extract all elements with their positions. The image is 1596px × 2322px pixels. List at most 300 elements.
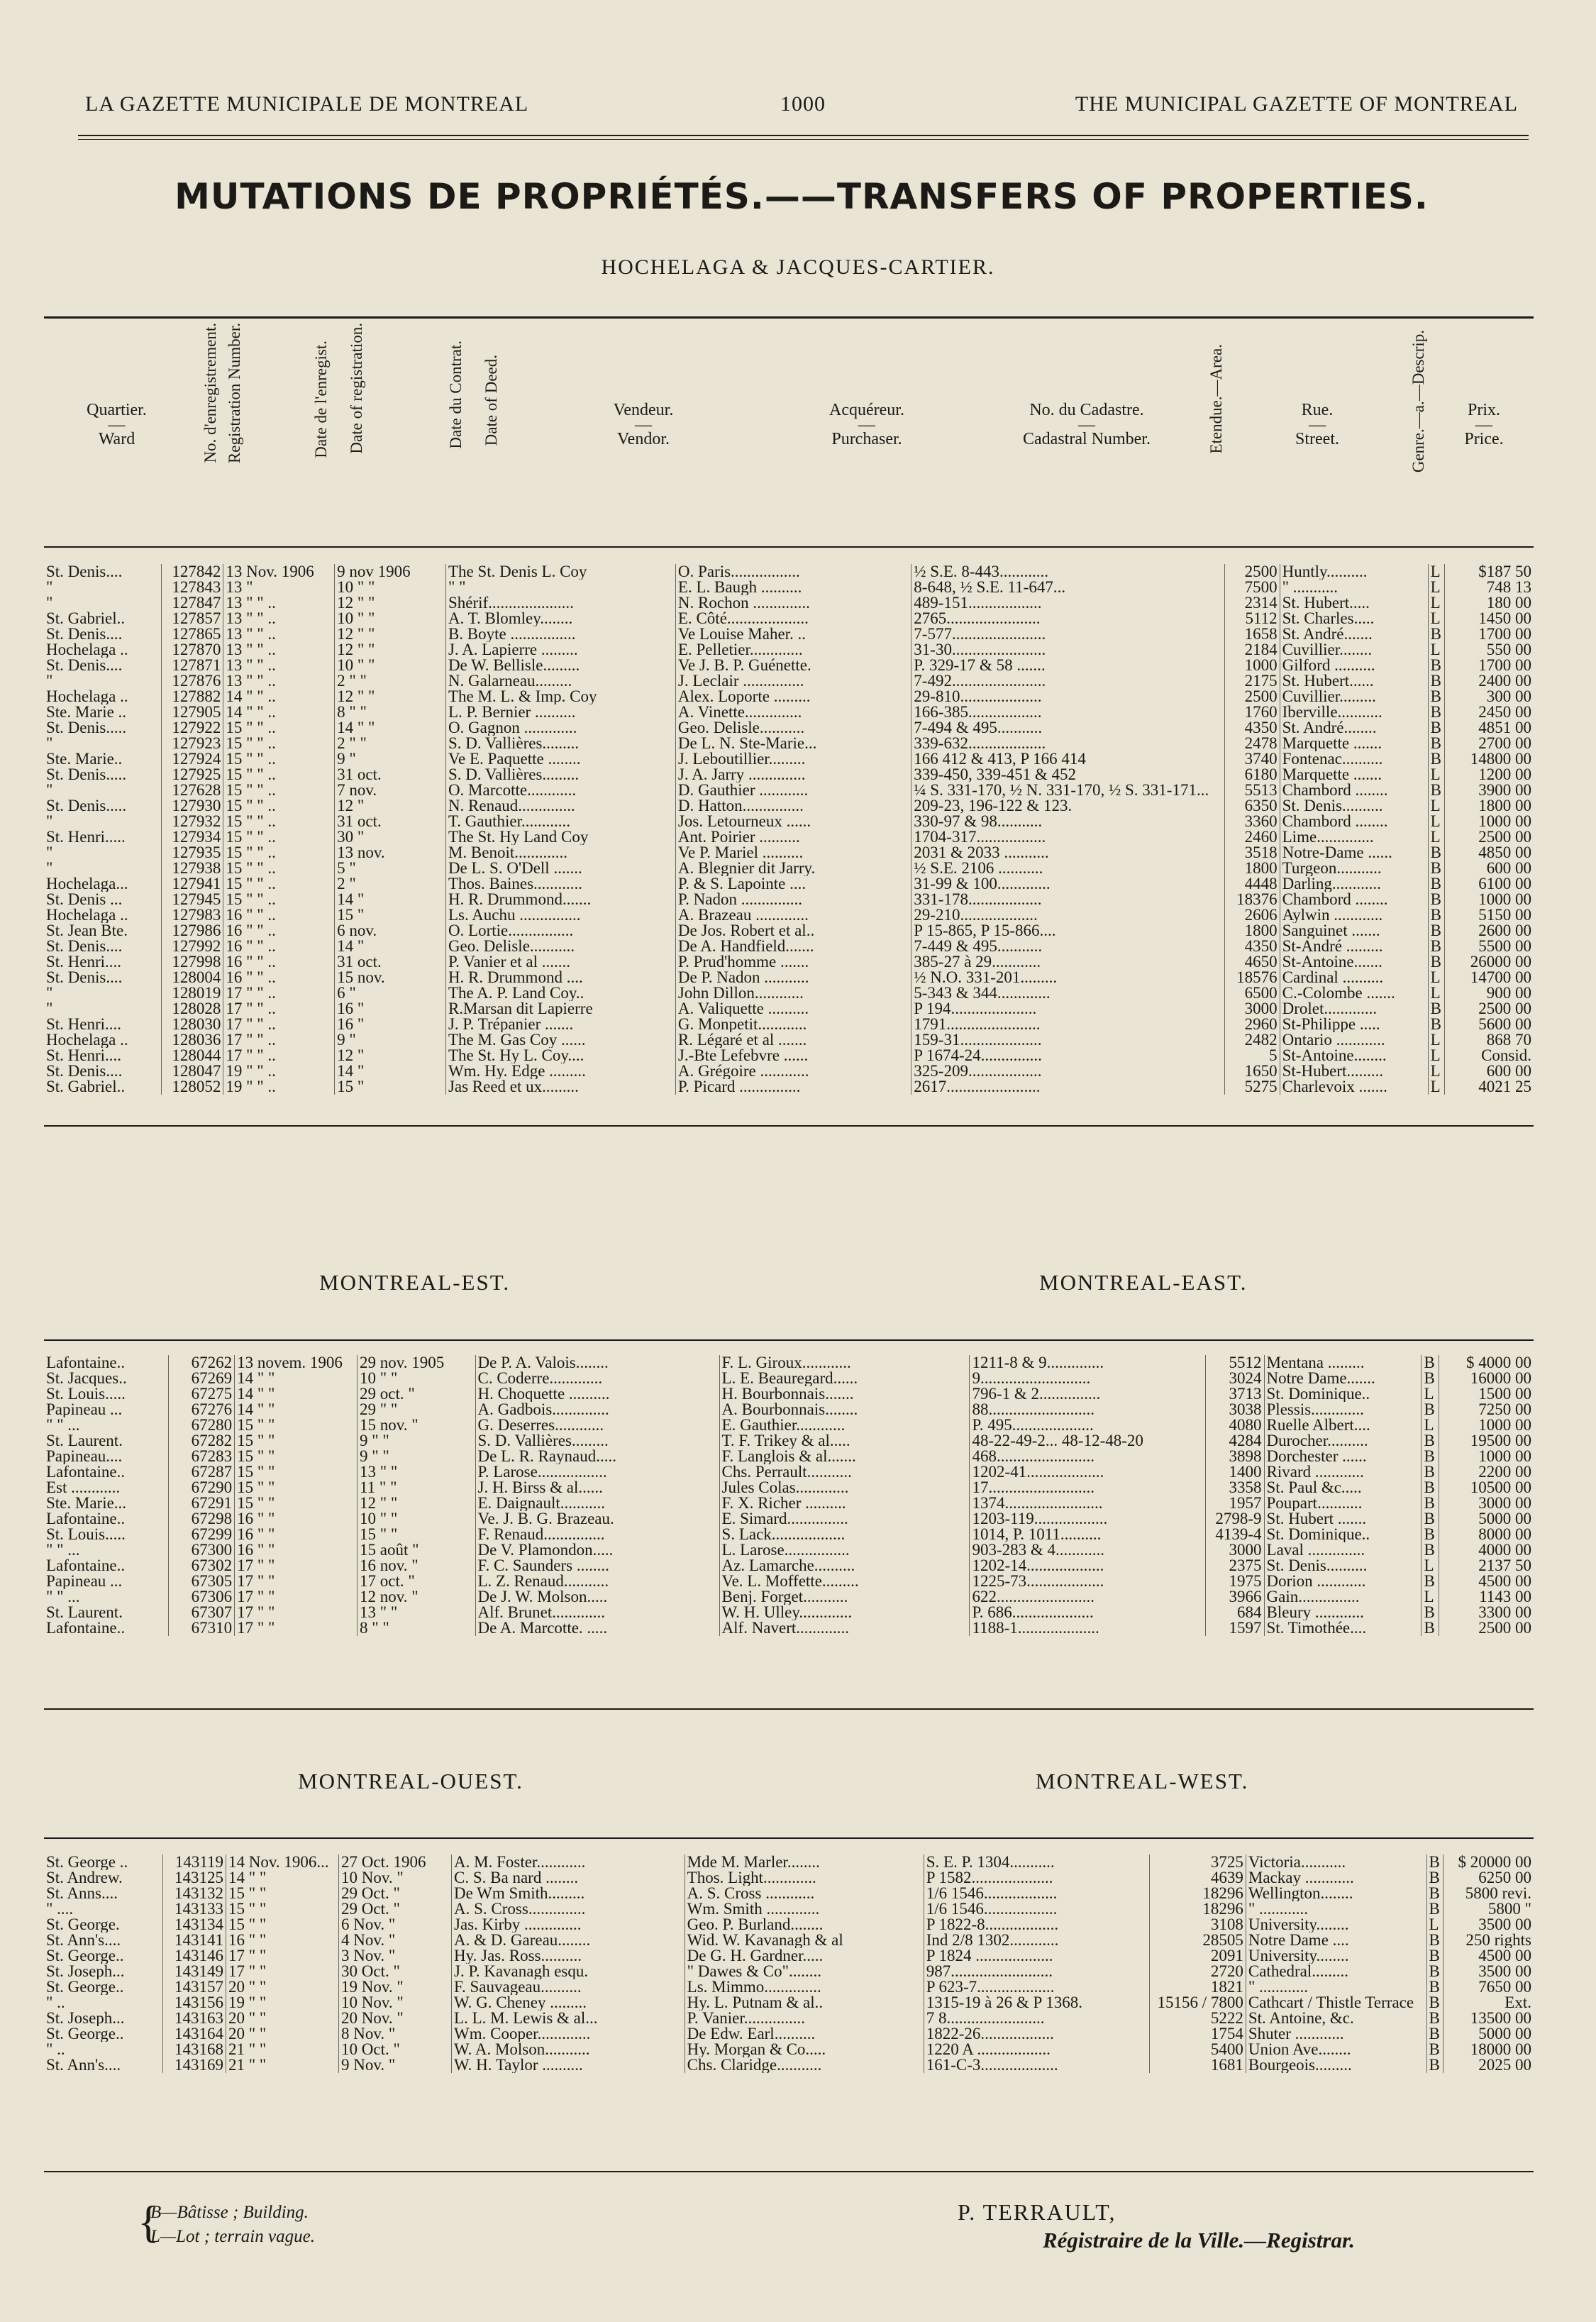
cadastre-cell: 29-210................... [911,907,1225,923]
purchaser-cell: P. Prud'homme ....... [675,954,911,970]
ward-cell: St. George .. [46,1854,128,1870]
deed-date-cell: 4 Nov. " [339,1933,452,1948]
genre-cell: B [1426,2026,1443,2042]
table-row [44,1480,1534,1496]
cadastre-cell: 29-810.................... [911,689,1225,704]
cadastre-cell: P 1824 ................... [924,1948,1149,1964]
deed-date-cell: 6 nov. [335,923,446,939]
reg-date-cell: 13 " " .. [223,595,335,611]
genre-cell: B [1428,673,1444,689]
purchaser-cell: E. Simard............... [719,1511,970,1527]
purchaser-cell: Wm. Smith ............. [685,1901,924,1917]
reg-no-cell: 143156 [162,1995,226,2011]
reg-no-cell: 143169 [162,2057,226,2073]
table-row [44,1355,1534,1371]
area-cell: 3038 [1206,1402,1264,1417]
genre-cell: B [1428,1017,1444,1032]
street-cell: St-Philippe ..... [1280,1017,1428,1032]
genre-cell: L [1428,798,1444,814]
purchaser-cell: " Dawes & Co"........ [685,1964,924,1979]
deed-date-cell: 10 " " [358,1511,475,1527]
ward-cell: St. Joseph... [46,1964,125,1979]
area-cell: 2500 [1225,689,1280,704]
ward-cell: Papineau ... [46,1402,123,1417]
purchaser-cell: A. Bourbonnais........ [719,1402,970,1417]
area-cell: 3725 [1149,1854,1246,1870]
reg-date-cell: 16 " " .. [223,954,335,970]
purchaser-cell: De P. Nadon ........... [675,970,911,985]
price-cell: 14700 00 [1445,970,1534,985]
deed-date-cell: 10 " " [358,1371,475,1386]
reg-date-cell: 15 " " .. [223,720,335,736]
price-cell: $187 50 [1445,564,1534,580]
reg-no-cell: 127938 [161,861,223,876]
price-cell: 300 00 [1445,689,1534,704]
table-row [44,783,1534,798]
purchaser-cell: Hy. L. Putnam & al.. [685,1995,924,2011]
ward-cell: St. George. [46,1917,120,1933]
reg-no-cell: 143125 [162,1870,226,1886]
price-cell: 600 00 [1445,861,1534,876]
street-cell: Marquette ....... [1280,767,1428,783]
cadastre-cell: 1/6 1546.................. [924,1901,1149,1917]
reg-no-cell: 127941 [161,876,223,892]
price-cell: 13500 00 [1443,2011,1534,2026]
table-row [44,1854,1534,1870]
purchaser-cell: E. Pelletier............. [675,642,911,658]
section-title-hochelaga: HOCHELAGA & JACQUES-CARTIER. [601,255,995,279]
purchaser-cell: Hy. Morgan & Co..... [685,2042,924,2057]
purchaser-cell: De L. N. Ste-Marie... [675,736,911,751]
deed-date-cell: 9 Nov. " [339,2057,452,2073]
price-cell: 1000 00 [1439,1449,1534,1464]
reg-date-header-fr: Date de l'enregist. [312,341,330,458]
deed-date-cell: 30 Oct. " [339,1964,452,1979]
reg-no-cell: 128004 [161,970,223,985]
reg-date-cell: 13 " [223,580,335,595]
area-cell: 2375 [1206,1558,1264,1574]
cadastre-cell: 1822-26.................. [924,2026,1149,2042]
deed-date-cell: 12 " " [335,642,446,658]
vendor-cell: N. Renaud.............. [445,798,675,814]
purchaser-cell: Benj. Forget........... [719,1589,970,1605]
reg-date-cell: 14 " " [235,1402,358,1417]
deed-date-cell: 10 " " [335,658,446,673]
price-cell: Consid. [1445,1048,1534,1063]
purchaser-cell: R. Légaré et al ....... [675,1032,911,1048]
genre-cell: L [1428,642,1444,658]
vendor-cell: The St. Denis L. Coy [445,564,675,580]
street-cell: Union Ave........ [1246,2042,1426,2057]
reg-date-cell: 13 " " .. [223,673,335,689]
reg-date-cell: 14 " " [235,1386,358,1402]
reg-date-cell: 17 " " .. [223,1048,335,1063]
deed-date-cell: 27 Oct. 1906 [339,1854,452,1870]
reg-date-cell: 14 " " .. [223,689,335,704]
purchaser-cell: A. S. Cross ............ [685,1886,924,1901]
deed-date-cell: 15 nov. [335,970,446,985]
vendor-cell: N. Galarneau......... [445,673,675,689]
genre-cell: B [1422,1480,1439,1496]
reg-no-cell: 67310 [168,1620,234,1636]
genre-cell: L [1426,1917,1443,1933]
purchaser-cell: A. Grégoire ............ [675,1063,911,1079]
area-cell: 2175 [1225,673,1280,689]
street-cell: Chambord ........ [1280,892,1428,907]
transfers-table-hochelaga [44,564,1534,1095]
area-cell: 18296 [1149,1886,1246,1901]
deed-date-cell: 30 " [335,829,446,845]
reg-date-cell: 15 " " .. [223,845,335,861]
reg-date-cell: 16 " " .. [223,907,335,923]
reg-no-cell: 127628 [161,783,223,798]
vendor-cell: P. Larose................. [475,1464,719,1480]
genre-cell: B [1428,923,1444,939]
table-bottom-rule-ouest [44,2171,1534,2172]
reg-date-cell: 17 " " .. [223,1017,335,1032]
price-cell: 1000 00 [1445,892,1534,907]
genre-cell: L [1428,985,1444,1001]
reg-date-cell: 16 " " [235,1542,358,1558]
area-cell: 1400 [1206,1464,1264,1480]
vendor-cell: F. Renaud............... [475,1527,719,1542]
deed-date-cell: 29 oct. " [358,1386,475,1402]
area-cell: 1754 [1149,2026,1246,2042]
reg-no-cell: 127983 [161,907,223,923]
cadastre-header-fr: No. du Cadastre. [1029,401,1144,419]
ward-cell: Lafontaine.. [46,1558,126,1574]
area-cell: 1650 [1225,1063,1280,1079]
genre-cell: B [1428,939,1444,954]
cadastre-cell: 987......................... [924,1964,1149,1979]
vendor-cell: Geo. Delisle........... [445,939,675,954]
table-row [44,1901,1534,1917]
purchaser-cell: D. Gauthier ............ [675,783,911,798]
section-title-ouest-en: MONTREAL-WEST. [1036,1769,1249,1793]
vendor-cell: W. A. Molson........... [452,2042,685,2057]
cadastre-cell: 1225-73................... [970,1574,1206,1589]
price-cell: 1000 00 [1439,1417,1534,1433]
vendor-cell: J. P. Trépanier ....... [445,1017,675,1032]
area-cell: 1681 [1149,2057,1246,2073]
deed-date-cell: 10 Oct. " [339,2042,452,2057]
purchaser-cell: A. Blegnier dit Jarry. [675,861,911,876]
cadastre-cell: P. 329-17 & 58 ....... [911,658,1225,673]
genre-cell: L [1428,580,1444,595]
purchaser-cell: T. F. Trikey & al..... [719,1433,970,1449]
purchaser-cell: L. E. Beauregard...... [719,1371,970,1386]
area-cell: 3966 [1206,1589,1264,1605]
cadastre-cell: 7-577....................... [911,626,1225,642]
price-cell: 1700 00 [1445,658,1534,673]
area-cell: 4080 [1206,1417,1264,1433]
purchaser-cell: Thos. Light............. [685,1870,924,1886]
street-cell: University........ [1246,1948,1426,1964]
cadastre-cell: 2031 & 2033 ........... [911,845,1225,861]
ward-cell: St. Andrew. [46,1870,123,1886]
cadastre-cell: 2765....................... [911,611,1225,626]
genre-cell: B [1428,736,1444,751]
street-cell: " ............ [1246,1979,1426,1995]
price-cell: 1143 00 [1439,1589,1534,1605]
table-row [44,1527,1534,1542]
reg-no-cell: 127930 [161,798,223,814]
area-cell: 3518 [1225,845,1280,861]
reg-no-cell: 127843 [161,580,223,595]
cadastre-cell: P 194..................... [911,1001,1225,1017]
table-row [44,1417,1534,1433]
price-cell: 550 00 [1445,642,1534,658]
area-cell: 3360 [1225,814,1280,829]
purchaser-cell: D. Hatton............... [675,798,911,814]
deed-date-cell: 12 nov. " [358,1589,475,1605]
street-cell: St-Antoine........ [1280,1048,1428,1063]
ward-cell: Lafontaine.. [46,1620,126,1636]
reg-no-cell: 128019 [161,985,223,1001]
purchaser-cell: De A. Handfield....... [675,939,911,954]
cadastre-cell: 385-27 à 29............ [911,954,1225,970]
cadastre-cell: 1202-41................... [970,1464,1206,1480]
deed-date-cell: 15 août " [358,1542,475,1558]
genre-cell: L [1422,1558,1439,1574]
reg-date-cell: 19 " " .. [223,1079,335,1095]
street-cell: Bleury ............ [1264,1605,1422,1620]
ward-cell: " [46,736,53,751]
cadastre-cell: 468........................ [970,1449,1206,1464]
deed-date-cell: 10 " " [335,611,446,626]
genre-cell: B [1426,1901,1443,1917]
genre-cell: L [1428,611,1444,626]
deed-date-cell: 16 " [335,1017,446,1032]
street-cell: Fontenac.......... [1280,751,1428,767]
table-top-rule-ouest [44,1837,1534,1839]
reg-no-cell: 128028 [161,1001,223,1017]
cadastre-cell: 7-492....................... [911,673,1225,689]
reg-no-cell: 143132 [162,1886,226,1901]
vendor-cell: C. S. Ba nard ........ [452,1870,685,1886]
vendor-cell: W. G. Cheney ......... [452,1995,685,2011]
table-row [44,861,1534,876]
deed-date-cell: 12 " " [335,595,446,611]
table-row [44,845,1534,861]
reg-no-cell: 67282 [168,1433,234,1449]
reg-no-cell: 143164 [162,2026,226,2042]
genre-cell: B [1422,1371,1439,1386]
street-cell: St. Timothée.... [1264,1620,1422,1636]
reg-no-cell: 143141 [162,1933,226,1948]
deed-date-cell: 31 oct. [335,954,446,970]
ward-cell: St. Gabriel.. [46,611,126,626]
deed-date-cell: 13 nov. [335,845,446,861]
price-cell: 2025 00 [1443,2057,1534,2073]
area-cell: 1658 [1225,626,1280,642]
vendor-cell: Ve. J. B. G. Brazeau. [475,1511,719,1527]
table-row [44,767,1534,783]
purchaser-cell: J.-Bte Lefebvre ...... [675,1048,911,1063]
reg-no-cell: 127871 [161,658,223,673]
table-row [44,1620,1534,1636]
cadastre-cell: 166-385.................. [911,704,1225,720]
genre-cell: B [1426,2042,1443,2057]
table-row [44,1542,1534,1558]
purchaser-cell: N. Rochon .............. [675,595,911,611]
deed-date-cell: 15 " [335,1079,446,1095]
ward-cell: St. Ann's.... [46,2057,121,2073]
area-cell: 2478 [1225,736,1280,751]
genre-cell: L [1422,1589,1439,1605]
cadastre-cell: P. 686.................... [970,1605,1206,1620]
purchaser-cell: S. Lack.................. [719,1527,970,1542]
table-row [44,1001,1534,1017]
genre-cell: B [1422,1620,1439,1636]
table-row [44,2057,1534,2073]
reg-no-cell: 128036 [161,1032,223,1048]
genre-cell: B [1428,704,1444,720]
signature-role: Régistraire de la Ville.—Registrar. [1043,2228,1356,2252]
vendor-cell: E. Daignault........... [475,1496,719,1511]
table-top-rule [44,316,1534,319]
street-cell: Cardinal .......... [1280,970,1428,985]
price-cell: $ 4000 00 [1439,1355,1534,1371]
street-cell: St. André....... [1280,626,1428,642]
vendor-cell: J. P. Kavanagh esqu. [452,1964,685,1979]
street-cell: Victoria........... [1246,1854,1426,1870]
vendor-cell: The M. Gas Coy ...... [445,1032,675,1048]
genre-cell: B [1422,1574,1439,1589]
reg-date-cell: 19 " " [226,1995,339,2011]
vendor-cell: L. P. Bernier .......... [445,704,675,720]
reg-no-cell: 143134 [162,1917,226,1933]
purchaser-cell: F. X. Richer .......... [719,1496,970,1511]
reg-no-cell: 127905 [161,704,223,720]
price-cell: 250 rights [1443,1933,1534,1948]
street-cell: St. Hubert...... [1280,673,1428,689]
price-cell: 5600 00 [1445,1017,1534,1032]
ward-cell: St. George.. [46,1948,124,1964]
reg-date-cell: 16 " " .. [223,939,335,954]
cadastre-cell: Ind 2/8 1302............ [924,1933,1149,1948]
price-cell: 6100 00 [1445,876,1534,892]
area-cell: 2606 [1225,907,1280,923]
price-cell: $ 20000 00 [1443,1854,1534,1870]
cadastre-cell: 903-283 & 4............ [970,1542,1206,1558]
cadastre-cell: 330-97 & 98........... [911,814,1225,829]
cadastre-cell: ¼ S. 331-170, ½ N. 331-170, ½ S. 331-171... [911,783,1225,798]
area-cell: 5275 [1225,1079,1280,1095]
deed-date-cell: 14 " [335,1063,446,1079]
purchaser-cell: E. Côté.................... [675,611,911,626]
reg-no-cell: 67276 [168,1402,234,1417]
area-cell: 4284 [1206,1433,1264,1449]
vendor-cell: H. R. Drummond .... [445,970,675,985]
street-cell: Chambord ........ [1280,783,1428,798]
ward-cell: Ste. Marie .. [46,704,127,720]
reg-date-cell: 20 " " [226,2011,339,2026]
reg-no-cell: 67305 [168,1574,234,1589]
ward-cell: " " ... [46,1542,80,1558]
cadastre-cell: 8-648, ½ S.E. 11-647... [911,580,1225,595]
ward-cell: St. Denis.... [46,564,123,580]
vendor-cell: A. S. Cross.............. [452,1901,685,1917]
genre-cell: B [1422,1511,1439,1527]
area-cell: 5513 [1225,783,1280,798]
purchaser-cell: Ve P. Mariel .......... [675,845,911,861]
table-row [44,939,1534,954]
cadastre-header-en: Cadastral Number. [1023,430,1151,448]
vendor-cell: De L. R. Raynaud..... [475,1449,719,1464]
vendor-cell: The A. P. Land Coy.. [445,985,675,1001]
reg-date-cell: 15 " " [226,1917,339,1933]
purchaser-cell: E. Gauthier............ [719,1417,970,1433]
table-row [44,736,1534,751]
vendor-cell: F. Sauvageau.......... [452,1979,685,1995]
street-header-en: Street. [1295,430,1339,448]
table-row [44,798,1534,814]
table-row [44,829,1534,845]
genre-header: Genre.—a.—Descrip. [1409,330,1427,473]
vendor-cell: S. D. Vallières......... [475,1433,719,1449]
ward-cell: " [46,673,53,689]
vendor-cell: O. Lortie................ [445,923,675,939]
price-cell: 1700 00 [1445,626,1534,642]
table-row [44,1496,1534,1511]
cadastre-cell: 9........................... [970,1371,1206,1386]
purchaser-cell: G. Monpetit............ [675,1017,911,1032]
ward-cell: " " ... [46,1589,80,1605]
header-bottom-rule [44,546,1534,548]
genre-cell: B [1426,1979,1443,1995]
reg-no-cell: 127924 [161,751,223,767]
reg-no-cell: 127922 [161,720,223,736]
price-cell: 2200 00 [1439,1464,1534,1480]
reg-date-cell: 15 " " .. [223,767,335,783]
genre-cell: B [1426,2057,1443,2073]
reg-no-cell: 128047 [161,1063,223,1079]
area-cell: 4139-4 [1206,1527,1264,1542]
legend-building: B—Bâtisse ; Building. [150,2203,309,2222]
table-bottom-rule [44,1125,1534,1127]
street-cell: Charlevoix ....... [1280,1079,1428,1095]
vendor-cell: S. D. Vallières......... [445,767,675,783]
vendor-cell: J. A. Lapierre ......... [445,642,675,658]
area-cell: 5400 [1149,2042,1246,2057]
deed-date-header-en: Date of Deed. [482,355,500,446]
ward-cell: Hochelaga... [46,876,128,892]
price-cell: 5000 00 [1443,2026,1534,2042]
deed-date-cell: 16 nov. " [358,1558,475,1574]
area-cell: 18376 [1225,892,1280,907]
deed-date-cell: 16 " [335,1001,446,1017]
table-row [44,689,1534,704]
transfers-table-est [44,1355,1534,1636]
cadastre-cell: 7 8........................ [924,2011,1149,2026]
genre-cell: B [1422,1449,1439,1464]
cadastre-cell: 48-22-49-2... 48-12-48-20 [970,1433,1206,1449]
deed-date-cell: 8 Nov. " [339,2026,452,2042]
purchaser-cell: A. Vinette.............. [675,704,911,720]
reg-no-cell: 127865 [161,626,223,642]
table-row [44,1464,1534,1480]
price-cell: 5150 00 [1445,907,1534,923]
deed-date-cell: 8 " " [358,1620,475,1636]
reg-date-cell: 15 " " .. [223,736,335,751]
ward-header-en: Ward [98,430,135,448]
street-cell: Sanguinet ....... [1280,923,1428,939]
table-row [44,1449,1534,1464]
area-cell: 3024 [1206,1371,1264,1386]
area-cell: 3358 [1206,1480,1264,1496]
ward-cell: St. George.. [46,1979,124,1995]
